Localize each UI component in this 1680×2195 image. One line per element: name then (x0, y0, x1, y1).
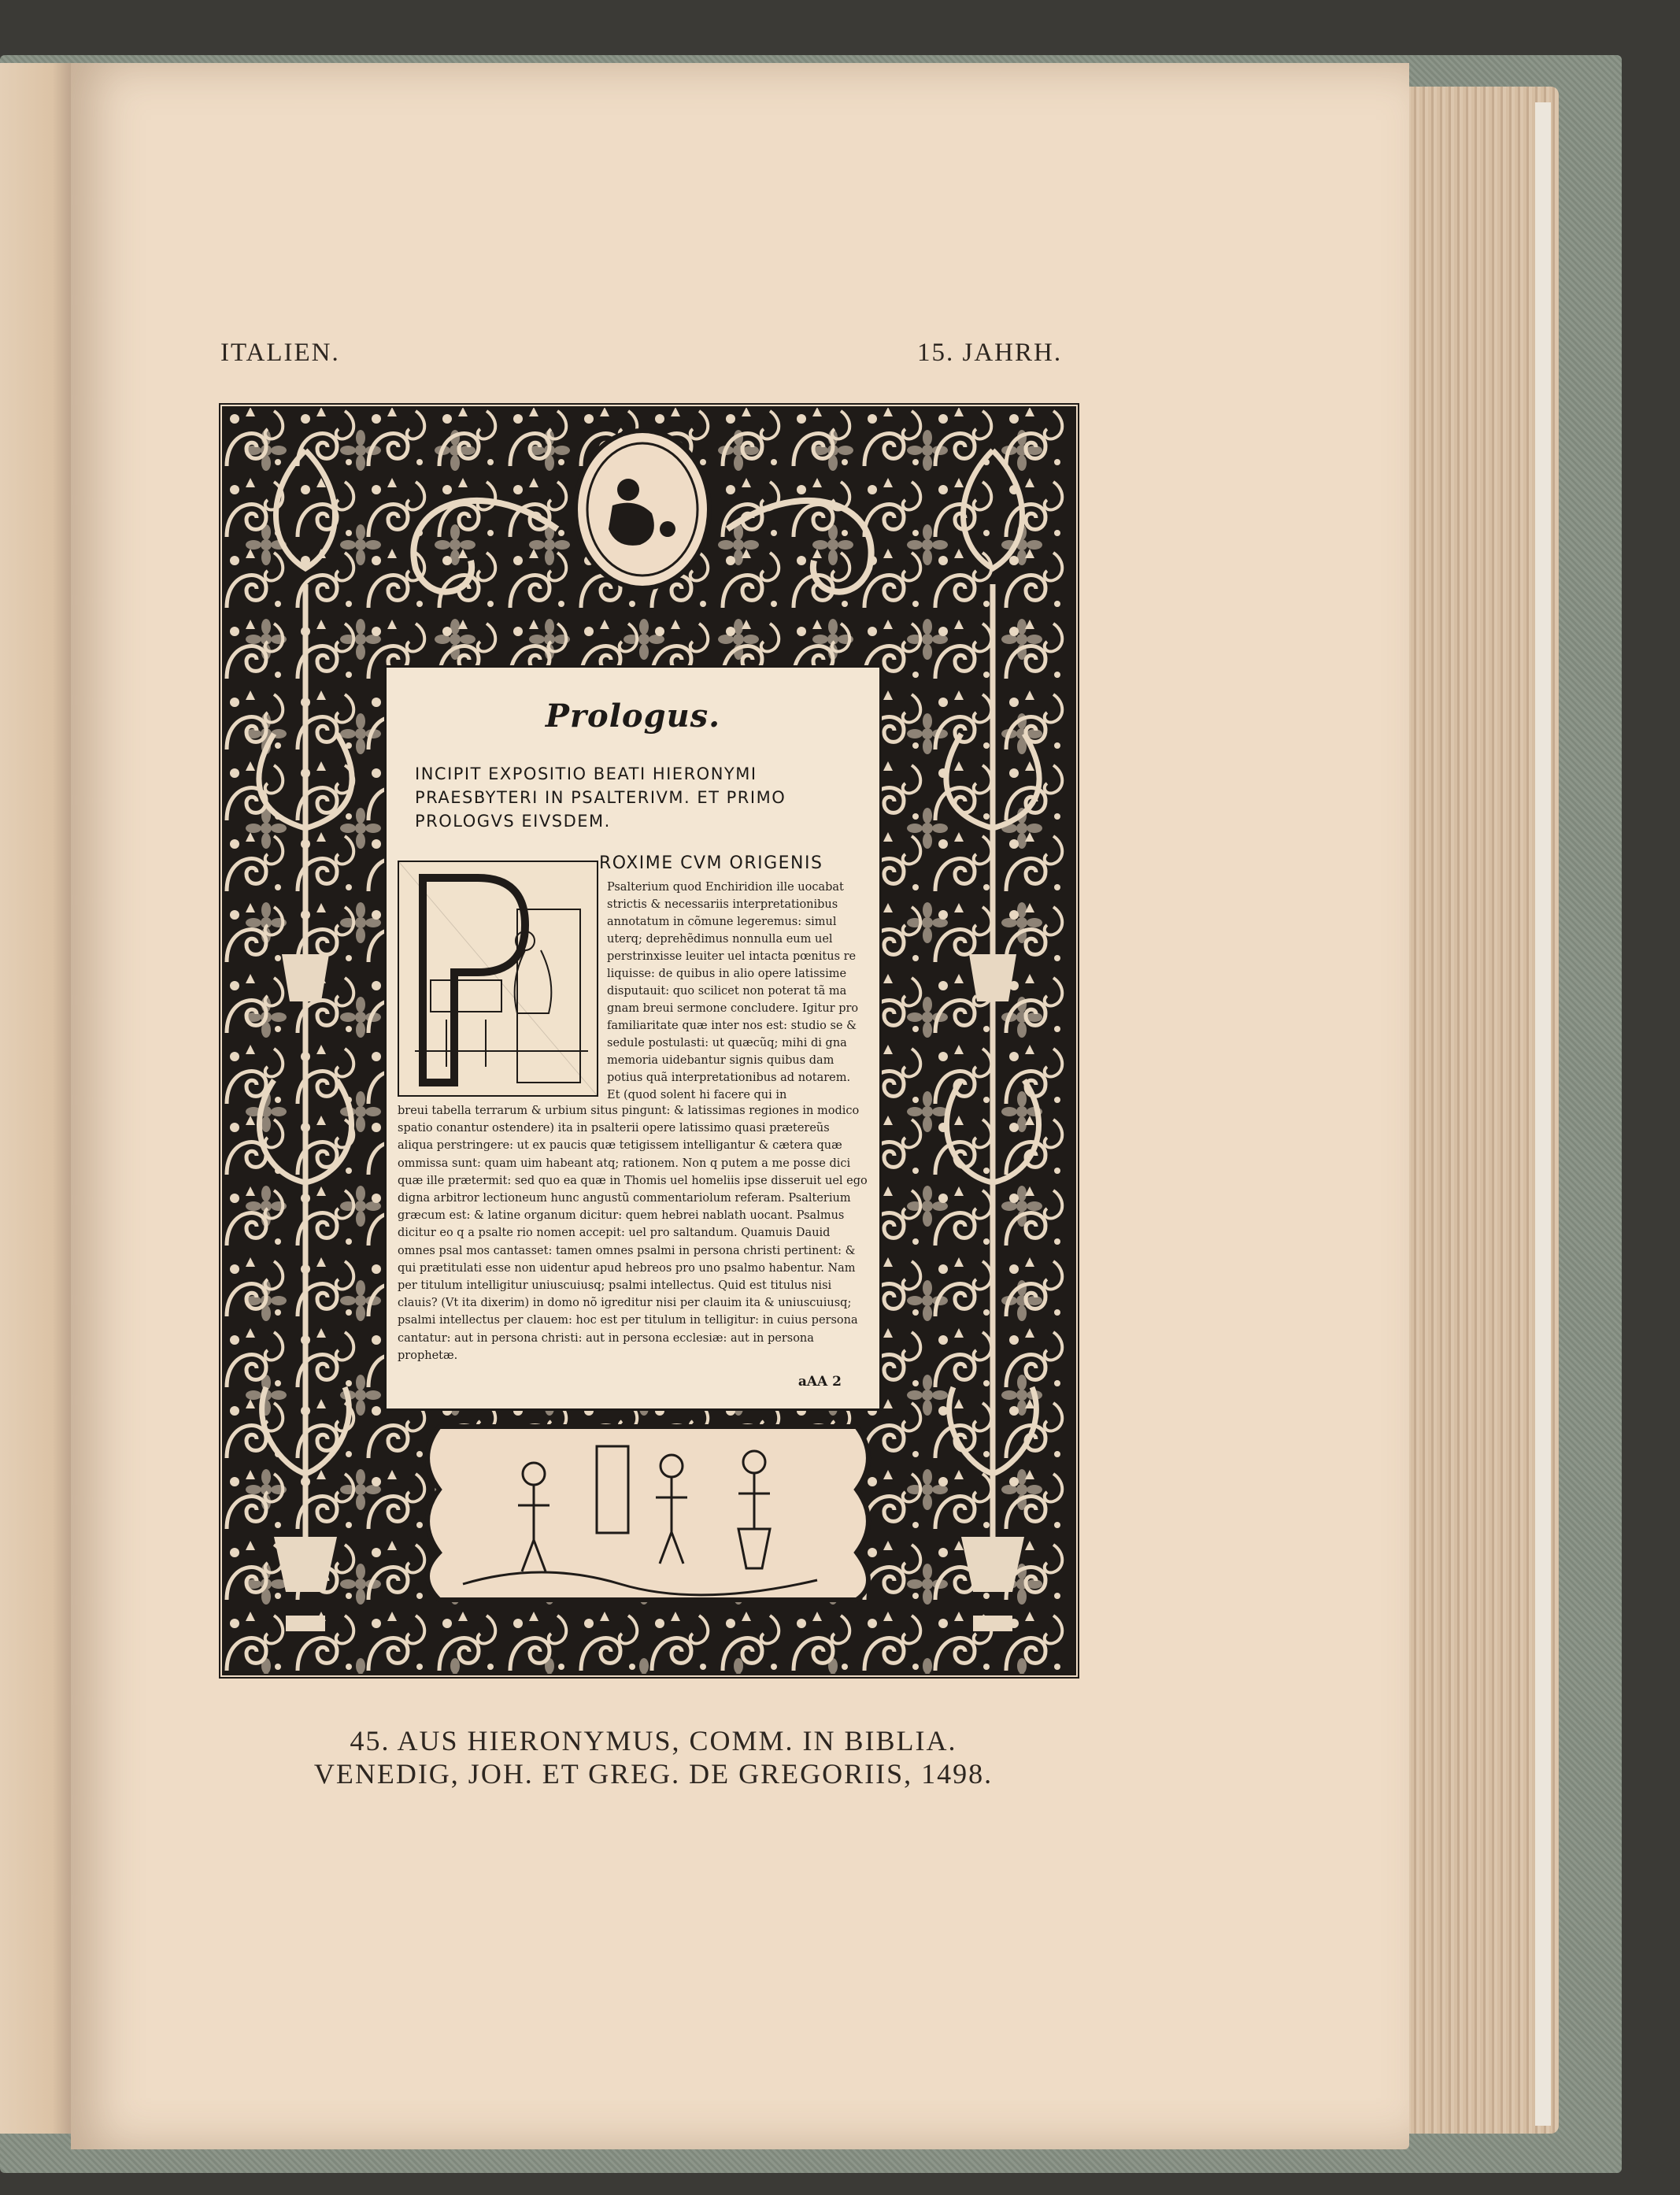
body-first-line: ROXIME CVM ORIGENIS (599, 853, 823, 873)
caption-line-1: 45. AUS HIERONYMUS, COMM. IN BIBLIA. (350, 1725, 957, 1756)
body-text-main: breui tabella terrarum & urbium situs pingunt: & latissimas regiones in modico spatio conantur ostendere) ita in psalterii opere latissimo quasi prætereũs aliqua perstringere: ut ex paucis quæ tetigissem intelligantur & cætera quæ ommissa sunt: quam uim habeant atq; rationem. Non q putem a me posse dici quæ ille prætermit: sed quo ea quæ in Thomis uel homeliis ipse disseruit uel ego digna arbitror lectioneum hunc angustũ commentariolum referam. Psalterium græcum est: & latine organum dicitur: quem hebrei nablath uocant. Psalmus dicitur eo q a psalte rio nomen accepit: uel pro saltandum. Quamuis Dauid omnes psal mos cantasset: tamen omnes psalmi in persona christi pertinent: & qui prætitulati esse non uidentur apud hebreos pro uno psalmo habentur. Nam per titulum intelligitur uniuscuiusq; psalmi intellectus. Quid est titulus nisi clauis? (Vt ita dixerim) in domo nõ igreditur nisi per clauim ita & uniuscuiusq; psalmi intellectus per clauem: hoc est per titulum in telligitur: in cuius persona cantatur: aut in persona christi: aut in persona ecclesiæ: aut in persona prophetæ. (398, 1105, 868, 1362)
running-head-left: ITALIEN. (220, 339, 340, 367)
scribe-at-desk-illustration (399, 862, 597, 1095)
prologus-title: Prologus. (545, 698, 721, 735)
incipit-heading: INCIPIT EXPOSITIO BEATI HIERONYMI PRAESBYTERI IN PSALTERIVM. ET PRIMO PROLOGVS EIVSDEM. (415, 764, 786, 831)
page-stack-inner (1535, 102, 1551, 2126)
body-text-beside-initial: Psalterium quod Enchiridion ille uocabat strictis & necessariis interpretationibus annotatum in cõmune legeremus: simul uterq; deprehẽdimus nonnulla eum uel perstrinxisse leuiter uel intacta pœnitus re liquisse: de quibus in alio opere latissime disputauit: quo scilicet non poterat tã ma gnam breui sermone concludere. Igitur pro familiaritate quæ inter nos est: studio se & sedule postulasti: ut quæcũq; mihi di gna memoria uidebantur signis quibus dam potius quã interpretationibus ad notarem. Et (quod solent hi facere qui in (607, 881, 859, 1101)
caption-line-2: VENEDIG, JOH. ET GREG. DE GREGORIIS, 1498. (313, 1758, 994, 1790)
page-stack-edge (1393, 87, 1559, 2134)
printed-text-page (384, 665, 882, 1411)
initial-p-woodcut (398, 861, 598, 1097)
signature-mark: aAA 2 (797, 1374, 842, 1390)
left-page (0, 63, 75, 2134)
running-head-right: 15. JAHRH. (917, 339, 1063, 367)
